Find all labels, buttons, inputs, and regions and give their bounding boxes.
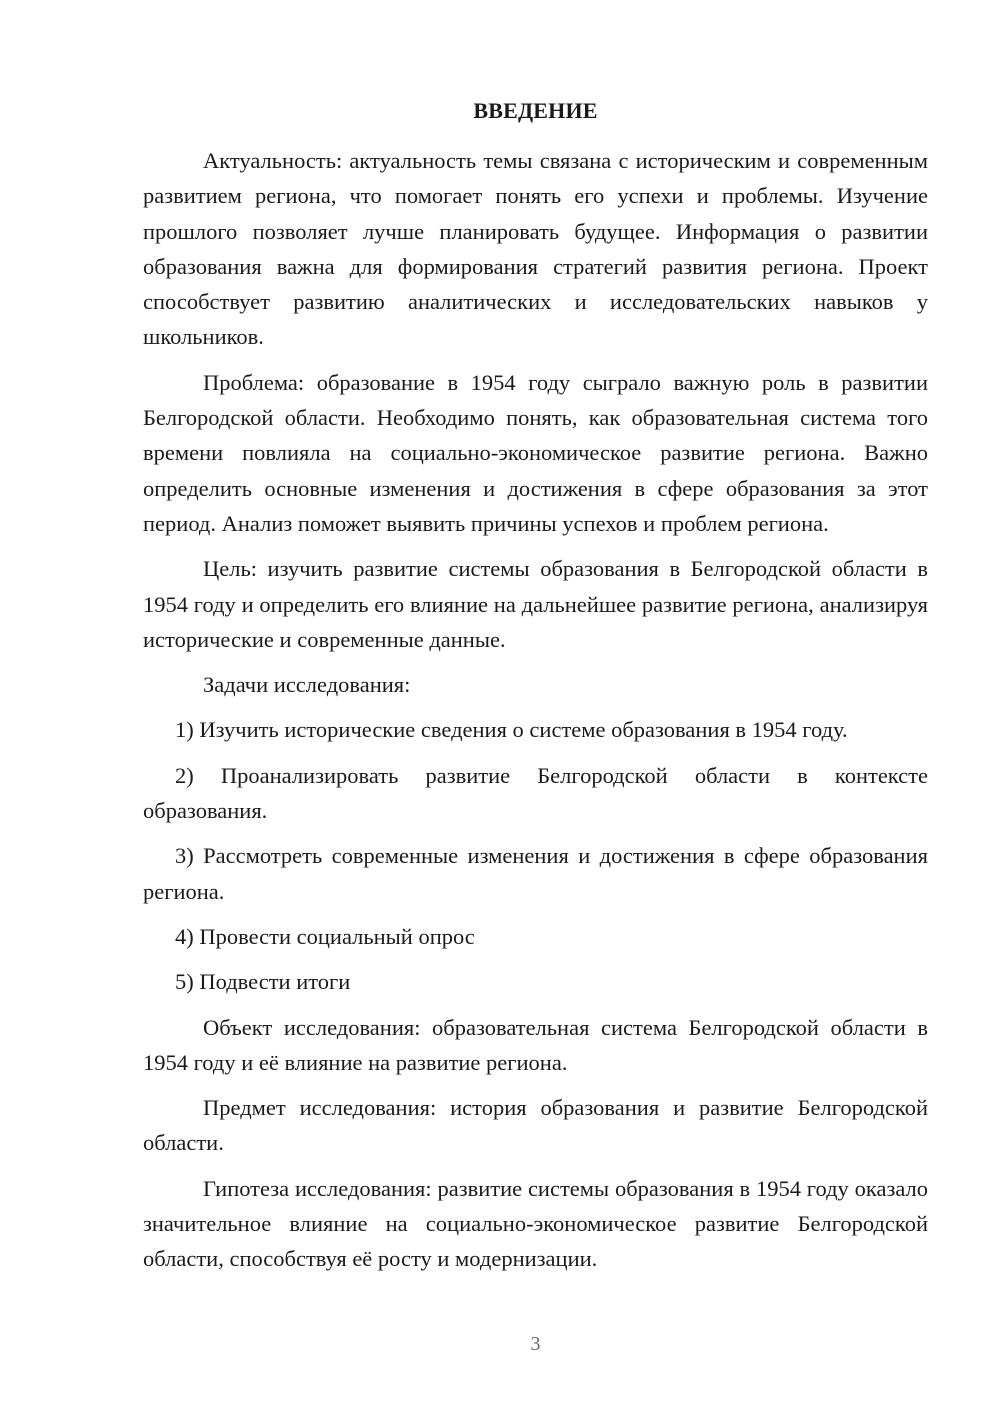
page-number: 3 xyxy=(530,1333,541,1355)
paragraph-tasks-heading: Задачи исследования: xyxy=(203,672,411,698)
document-body xyxy=(143,143,928,1287)
task-item-5: 5) Подвести итоги xyxy=(175,969,351,995)
paragraph-subject: Предмет исследования: история образования и развитие Белгородской области. xyxy=(143,1095,928,1156)
document-page xyxy=(143,0,928,1414)
paragraph-object: Объект исследования: образовательная система Белгородской области в 1954 году и её влияние на развитие региона. xyxy=(143,1014,928,1075)
task-item-2: 2) Проанализировать развитие Белгородской области в контексте образования. xyxy=(143,762,928,824)
task-item-1: 1) Изучить исторические сведения о системе образования в 1954 году. xyxy=(175,717,848,743)
paragraph-goal: Цель: изучить развитие системы образования в Белгородской области в 1954 году и определить его влияние на дальнейшее развитие региона, анализируя исторические и современные данные. xyxy=(143,556,928,652)
paragraph-relevance: Актуальность: актуальность темы связана с историческим и современным развитием региона, что помогает понять его успехи и проблемы. Изучение прошлого позволяет лучше планировать будущее. Информация о развитии образования важна для формирования стратегий развития региона. Проект способствует развитию аналитических и исследовательских навыков у школьников. xyxy=(143,148,928,350)
page-title: ВВЕДЕНИЕ xyxy=(473,98,598,123)
task-item-4: 4) Провести социальный опрос xyxy=(175,923,475,949)
paragraph-hypothesis: Гипотеза исследования: развитие системы образования в 1954 году оказало значительное влияние на социально-экономическое развитие Белгородской области, способствуя её росту и модернизации. xyxy=(143,1175,928,1272)
paragraph-problem: Проблема: образование в 1954 году сыграло важную роль в развитии Белгородской области. Необходимо понять, как образовательная система того времени повлияла на социально-экономическое развитие региона. Важно определить основные изменения и достижения в сфере образования за этот период. Анализ поможет выявить причины успехов и проблем региона. xyxy=(143,369,928,536)
task-item-3: 3) Рассмотреть современные изменения и достижения в сфере образования региона. xyxy=(143,843,928,904)
